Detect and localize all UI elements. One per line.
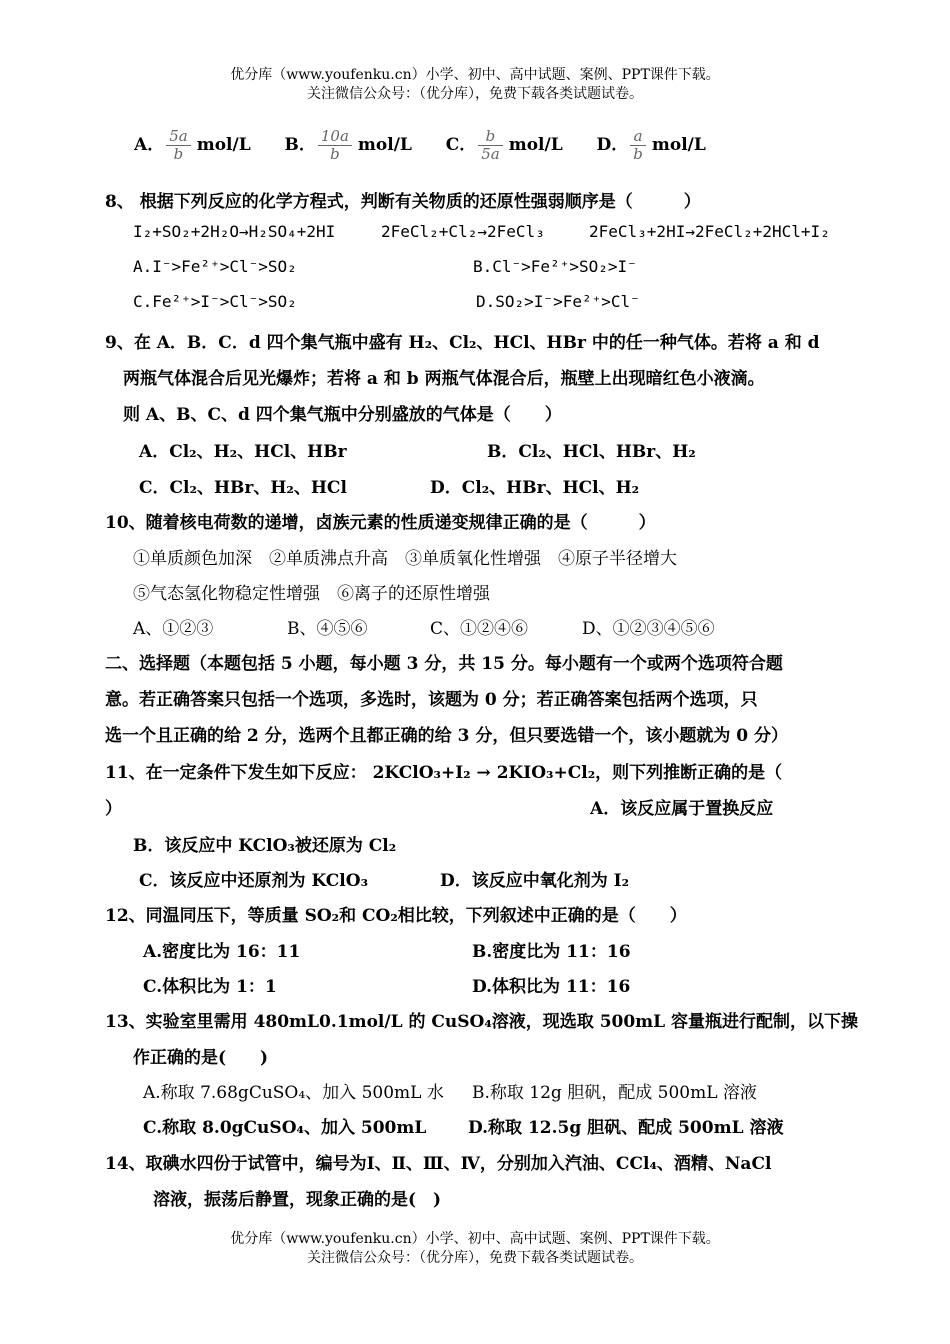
q10-option-b: B、④⑤⑥ <box>287 619 368 639</box>
q10-option-d: D、①②③④⑤⑥ <box>582 619 715 639</box>
q8-equation-3: 2FeCl₃+2HI→2FeCl₂+2HCl+I₂ <box>589 222 830 241</box>
q8-equation-2: 2FeCl₂+Cl₂→2FeCl₃ <box>381 222 545 241</box>
q11-option-b: B．该反应中 KClO₃被还原为 Cl₂ <box>133 836 397 856</box>
q10-option-c: C、①②④⑥ <box>430 619 529 639</box>
q13-line-2: 作正确的是( ) <box>133 1048 269 1068</box>
fraction: $\frac{10a}{b}$ <box>318 128 352 163</box>
q12-stem: 12、同温同压下，等质量 SO₂和 CO₂相比较，下列叙述中正确的是（ ） <box>105 906 687 926</box>
q9-option-a: A．Cl₂、H₂、HCl、HBr <box>139 442 347 462</box>
q12-option-a: A.密度比为 16：11 <box>143 942 301 962</box>
q7-option-c: C． $\frac{b}{5a}$ mol/L <box>445 127 563 163</box>
q13-option-c: C.称取 8.0gCuSO₄、加入 500mL <box>143 1118 427 1138</box>
q7-option-d: D． $\frac{a}{b}$ mol/L <box>596 127 706 163</box>
q11-option-d: D．该反应中氧化剂为 I₂ <box>440 871 630 891</box>
section-2-line-3: 选一个且正确的给 2 分，选两个且都正确的给 3 分，但只要选错一个，该小题就为 0 分） <box>105 726 788 746</box>
q12-option-c: C.体积比为 1：1 <box>143 977 277 997</box>
q13-option-d: D.称取 12.5g 胆矾、配成 500mL 溶液 <box>468 1118 784 1138</box>
section-2-line-2: 意。若正确答案只包括一个选项，多选时，该题为 0 分；若正确答案包括两个选项，只 <box>105 690 758 710</box>
q11-close: ） <box>105 799 122 819</box>
q10-stem: 10、随着核电荷数的递增，卤族元素的性质递变规律正确的是（ ） <box>105 513 656 533</box>
q8-option-a: A.I⁻>Fe²⁺>Cl⁻>SO₂ <box>133 257 297 276</box>
q8-option-d: D.SO₂>I⁻>Fe²⁺>Cl⁻ <box>476 292 640 311</box>
q9-option-c: C．Cl₂、HBr、H₂、HCl <box>139 478 347 498</box>
footer-line-2: 关注微信公众号：（优分库），免费下载各类试题试卷。 <box>307 1250 643 1266</box>
q8-equation-1: I₂+SO₂+2H₂O→H₂SO₄+2HI <box>133 222 336 241</box>
q11-option-a: A．该反应属于置换反应 <box>590 799 774 819</box>
q7-options <box>134 128 706 163</box>
section-2-line-1: 二、选择题（本题包括 5 小题，每小题 3 分，共 15 分。每小题有一个或两个选项符合题 <box>105 654 783 674</box>
q10-option-a: A、①②③ <box>133 619 214 639</box>
q13-option-a: A.称取 7.68gCuSO₄、加入 500mL 水 <box>143 1083 444 1103</box>
q9-line-1: 9、在 A．B．C．d 四个集气瓶中盛有 H₂、Cl₂、HCl、HBr 中的任一种气体。若将 a 和 d <box>105 333 820 353</box>
q10-items-1: ①单质颜色加深 ②单质沸点升高 ③单质氧化性增强 ④原子半径增大 <box>133 549 677 569</box>
q8-option-c: C.Fe²⁺>I⁻>Cl⁻>SO₂ <box>133 292 297 311</box>
q12-option-b: B.密度比为 11：16 <box>472 942 631 962</box>
q13-option-b: B.称取 12g 胆矾，配成 500mL 溶液 <box>472 1083 757 1103</box>
footer-line-1: 优分库（www.youfenku.cn）小学、初中、高中试题、案例、PPT课件下载。 <box>230 1231 720 1247</box>
fraction: $\frac{b}{5a}$ <box>478 128 503 163</box>
q9-option-b: B．Cl₂、HCl、HBr、H₂ <box>487 442 696 462</box>
q8-option-b: B.Cl⁻>Fe²⁺>SO₂>I⁻ <box>473 257 637 276</box>
q14-line-1: 14、取碘水四份于试管中，编号为Ⅰ、Ⅱ、Ⅲ、Ⅳ，分别加入汽油、CCl₄、酒精、NaCl <box>105 1154 772 1174</box>
q9-option-d: D．Cl₂、HBr、HCl、H₂ <box>430 478 640 498</box>
q9-line-3: 则 A、B、C、d 四个集气瓶中分别盛放的气体是（ ） <box>123 405 562 425</box>
q12-option-d: D.体积比为 11：16 <box>472 977 631 997</box>
q7-option-b: B． $\frac{10a}{b}$ mol/L <box>284 127 412 163</box>
q11-option-c: C．该反应中还原剂为 KClO₃ <box>139 871 369 891</box>
q9-line-2: 两瓶气体混合后见光爆炸；若将 a 和 b 两瓶气体混合后，瓶壁上出现暗红色小液滴。 <box>123 369 765 389</box>
q13-line-1: 13、实验室里需用 480mL0.1mol/L 的 CuSO₄溶液，现选取 500mL 容量瓶进行配制，以下操 <box>105 1012 859 1032</box>
fraction: $\frac{a}{b}$ <box>630 128 646 163</box>
q14-line-2: 溶液，振荡后静置，现象正确的是( ) <box>153 1190 442 1210</box>
header-line-2: 关注微信公众号：（优分库），免费下载各类试题试卷。 <box>307 86 643 102</box>
q8-stem: 8、 根据下列反应的化学方程式，判断有关物质的还原性强弱顺序是（ ） <box>105 192 701 212</box>
q7-option-a: A． $\frac{5a}{b}$ mol/L <box>134 127 251 163</box>
header-line-1: 优分库（www.youfenku.cn）小学、初中、高中试题、案例、PPT课件下载。 <box>230 67 720 83</box>
q10-items-2: ⑤气态氢化物稳定性增强 ⑥离子的还原性增强 <box>133 584 490 604</box>
fraction: $\frac{5a}{b}$ <box>166 128 191 163</box>
q11-stem: 11、在一定条件下发生如下反应： 2KClO₃+I₂ → 2KIO₃+Cl₂，则下列推断正确的是（ <box>105 763 783 783</box>
